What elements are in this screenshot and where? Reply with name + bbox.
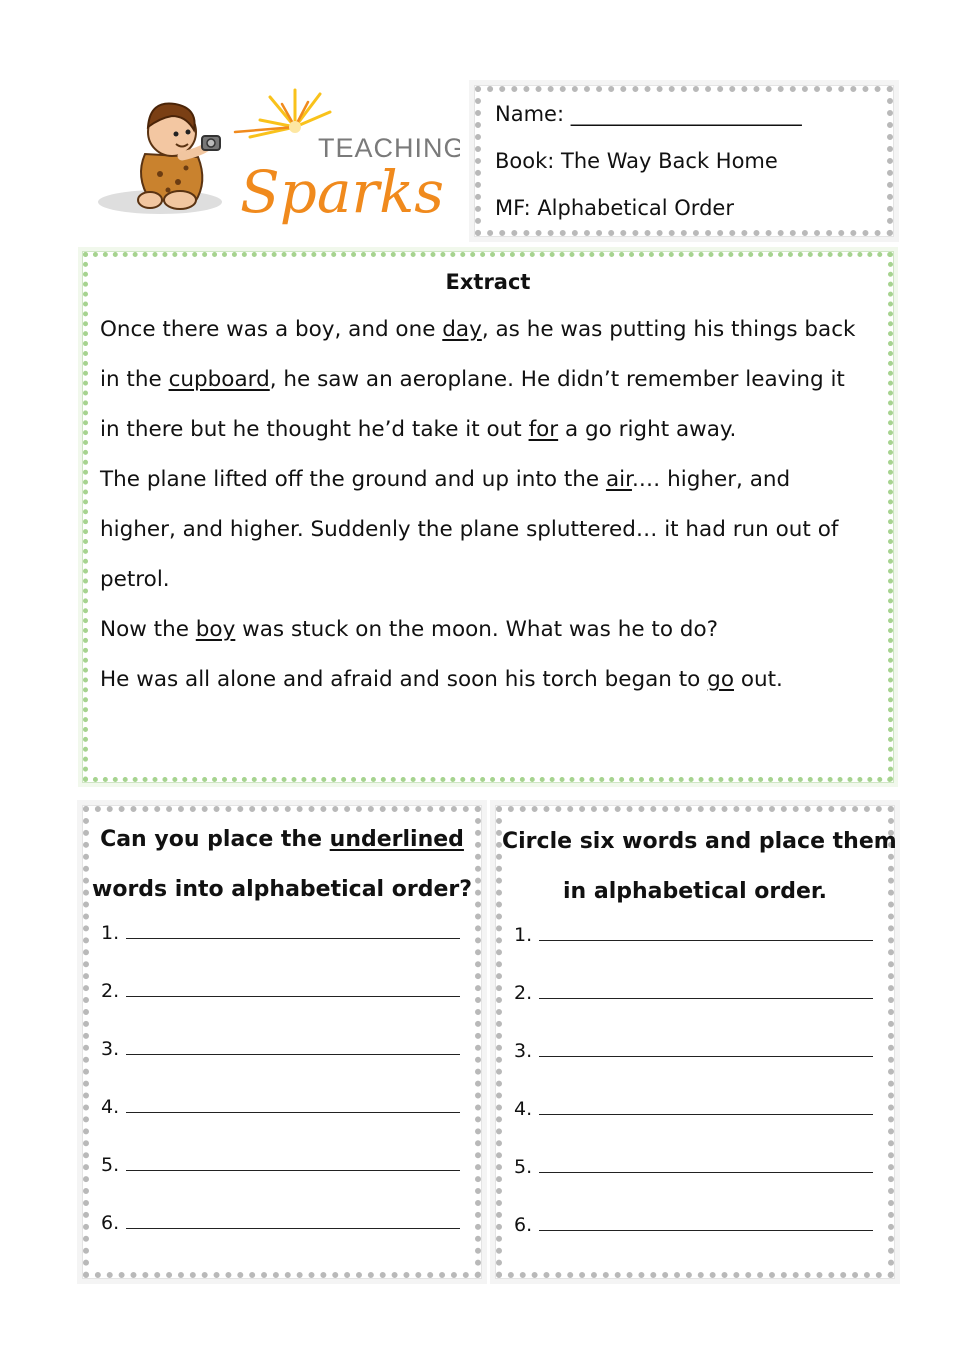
answer-number: 6.	[514, 1214, 533, 1236]
extract-text-segment: He was all alone and afraid and soon his torch began to	[100, 667, 708, 692]
extract-text-segment: The plane lifted off the ground and up into the	[100, 467, 606, 492]
answer-blank[interactable]	[539, 939, 873, 941]
extract-line	[100, 417, 736, 442]
book-title: Book: The Way Back Home	[495, 149, 778, 173]
extract-text-segment: , as he was putting his things back	[481, 317, 856, 342]
answer-blank[interactable]	[539, 1113, 873, 1115]
extract-line	[100, 367, 845, 392]
answer-blank[interactable]	[539, 1229, 873, 1231]
extract-line	[100, 667, 783, 692]
extract-line	[100, 517, 838, 542]
underlined-word[interactable]: cupboard	[168, 367, 270, 392]
circle-words-question	[496, 806, 897, 1278]
extract-text-segment: a go right away.	[558, 417, 737, 442]
extract-text-segment: petrol.	[100, 567, 170, 592]
extract-text-segment: .… higher, and	[631, 467, 791, 492]
student-info-box	[475, 86, 893, 236]
answer-number: 3.	[514, 1040, 533, 1062]
answer-blank[interactable]	[126, 1053, 460, 1055]
answer-blank[interactable]	[126, 1227, 460, 1229]
answer-number: 5.	[101, 1154, 120, 1176]
focus-topic: MF: Alphabetical Order	[495, 196, 734, 220]
answer-number: 2.	[514, 982, 533, 1004]
answer-row[interactable]	[101, 1212, 460, 1234]
extract-box	[83, 252, 893, 782]
underlined-words-question	[83, 806, 481, 1278]
answer-row[interactable]	[514, 1098, 873, 1120]
answer-blank[interactable]	[126, 995, 460, 997]
answer-row[interactable]	[101, 980, 460, 1002]
answer-row[interactable]	[101, 1154, 460, 1176]
answer-row[interactable]	[514, 1040, 873, 1062]
answer-number: 4.	[101, 1096, 120, 1118]
extract-line	[100, 317, 855, 342]
answer-blank[interactable]	[126, 937, 460, 939]
extract-text-segment: , he saw an aeroplane. He didn’t remember leaving it	[269, 367, 845, 392]
question-title-line-2: words into alphabetical order?	[92, 877, 472, 902]
answer-number: 6.	[101, 1212, 120, 1234]
question-title-line-1: Can you place the underlined	[100, 827, 464, 852]
answer-row[interactable]	[514, 982, 873, 1004]
caveman-mascot-icon	[90, 82, 460, 232]
extract-text-segment: in there but he thought he’d take it out	[100, 417, 529, 442]
answer-row[interactable]	[514, 924, 873, 946]
wordmark-teaching: TEACHING	[318, 133, 460, 163]
underlined-word[interactable]: day	[442, 317, 482, 342]
answer-blank[interactable]	[126, 1111, 460, 1113]
underlined-word[interactable]: go	[707, 667, 734, 692]
extract-line	[100, 567, 170, 592]
extract-text-segment: Now the	[100, 617, 196, 642]
answer-number: 1.	[514, 924, 533, 946]
wordmark-sparks: Sparks	[240, 158, 445, 226]
underlined-word[interactable]: boy	[195, 617, 236, 642]
answer-number: 3.	[101, 1038, 120, 1060]
question-title-line-1: Circle six words and place them	[502, 829, 897, 854]
answer-number: 1.	[101, 922, 120, 944]
extract-text-segment: out.	[733, 667, 783, 692]
answer-blank[interactable]	[539, 1055, 873, 1057]
name-field[interactable]: Name: ______________________	[495, 102, 802, 126]
answer-row[interactable]	[101, 1096, 460, 1118]
extract-text-segment: higher, and higher. Suddenly the plane spluttered… it had run out of	[100, 517, 839, 542]
answer-row[interactable]	[514, 1156, 873, 1178]
extract-text-segment: Once there was a boy, and one	[100, 317, 443, 342]
extract-text-segment: in the	[100, 367, 169, 392]
answer-number: 5.	[514, 1156, 533, 1178]
underlined-word[interactable]: for	[528, 417, 559, 442]
underlined-keyword: underlined	[329, 827, 464, 852]
extract-line	[100, 617, 718, 642]
answer-row[interactable]	[101, 1038, 460, 1060]
extract-text-segment: was stuck on the moon. What was he to do?	[235, 617, 719, 642]
answer-blank[interactable]	[539, 1171, 873, 1173]
answer-number: 4.	[514, 1098, 533, 1120]
extract-title: Extract	[445, 270, 531, 294]
answer-blank[interactable]	[539, 997, 873, 999]
extract-line	[100, 467, 790, 492]
answer-row[interactable]	[514, 1214, 873, 1236]
answer-blank[interactable]	[126, 1169, 460, 1171]
answer-row[interactable]	[101, 922, 460, 944]
underlined-word[interactable]: air	[605, 467, 632, 492]
answer-number: 2.	[101, 980, 120, 1002]
question-title-line-2: in alphabetical order.	[562, 879, 828, 904]
teaching-sparks-logo	[90, 82, 460, 232]
